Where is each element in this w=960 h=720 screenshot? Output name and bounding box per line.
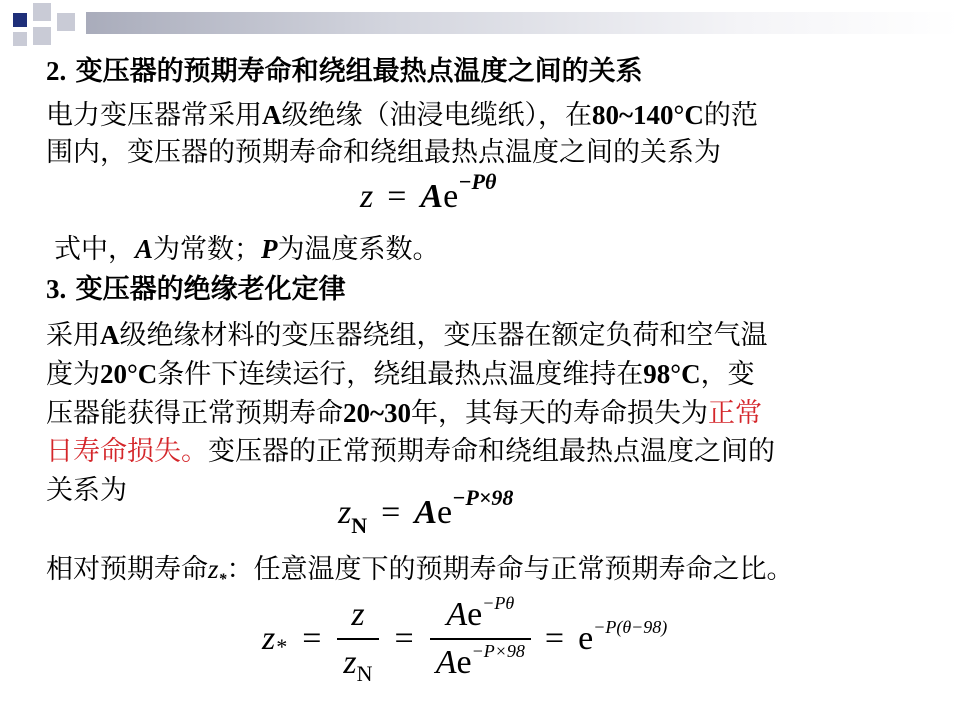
fraction-exponentials: $\frac{Ae-P\theta}{Ae-P\times 98}$: [430, 596, 531, 682]
fraction-z-over-zn: $\frac{z}{zN}$: [337, 596, 378, 682]
deco-square: [33, 27, 51, 45]
deco-square: [13, 32, 27, 46]
formula-life-expectancy: z = Ae−Pθ: [360, 169, 497, 215]
formula-note: 式中，A为常数；P为温度系数。: [54, 234, 440, 265]
fraction-bar: [337, 638, 378, 640]
section3-heading: 3. 变压器的绝缘老化定律: [46, 274, 346, 305]
section2-heading: 2. 变压器的预期寿命和绕组最热点温度之间的关系: [46, 56, 643, 87]
section3-paragraph-line2: 度为20°C条件下连续运行，绕组最热点温度维持在98°C，变: [46, 359, 755, 390]
section3-paragraph-line3: 压器能获得正常预期寿命20~30年，其每天的寿命损失为正常: [46, 398, 763, 429]
section3-paragraph-line4: 日寿命损失。变压器的正常预期寿命和绕组最热点温度之间的: [46, 436, 775, 467]
relative-life-definition: 相对预期寿命$z_*$：任意温度下的预期寿命与正常预期寿命之比。: [46, 554, 794, 588]
section2-paragraph-line1: 电力变压器常采用A级绝缘（油浸电缆纸），在80~140°C的范: [46, 100, 758, 131]
deco-square: [13, 13, 27, 27]
deco-square: [57, 13, 75, 31]
section2-paragraph-line2: 围内，变压器的预期寿命和绕组最热点温度之间的关系为: [46, 137, 721, 168]
fraction-bar: [430, 638, 531, 640]
section3-paragraph-line5: 关系为: [46, 475, 127, 506]
section3-paragraph-line1: 采用A级绝缘材料的变压器绕组，变压器在额定负荷和空气温: [46, 320, 768, 351]
formula-relative-life: z* = $\frac{z}{zN}$ = $\frac{Ae-P\theta}{Ae-P\times 98}$ = e−P(θ−98): [262, 593, 668, 686]
deco-square: [33, 3, 51, 21]
title-bar-gradient: [86, 12, 960, 34]
formula-normal-life: zN = Ae−P×98: [338, 485, 514, 538]
